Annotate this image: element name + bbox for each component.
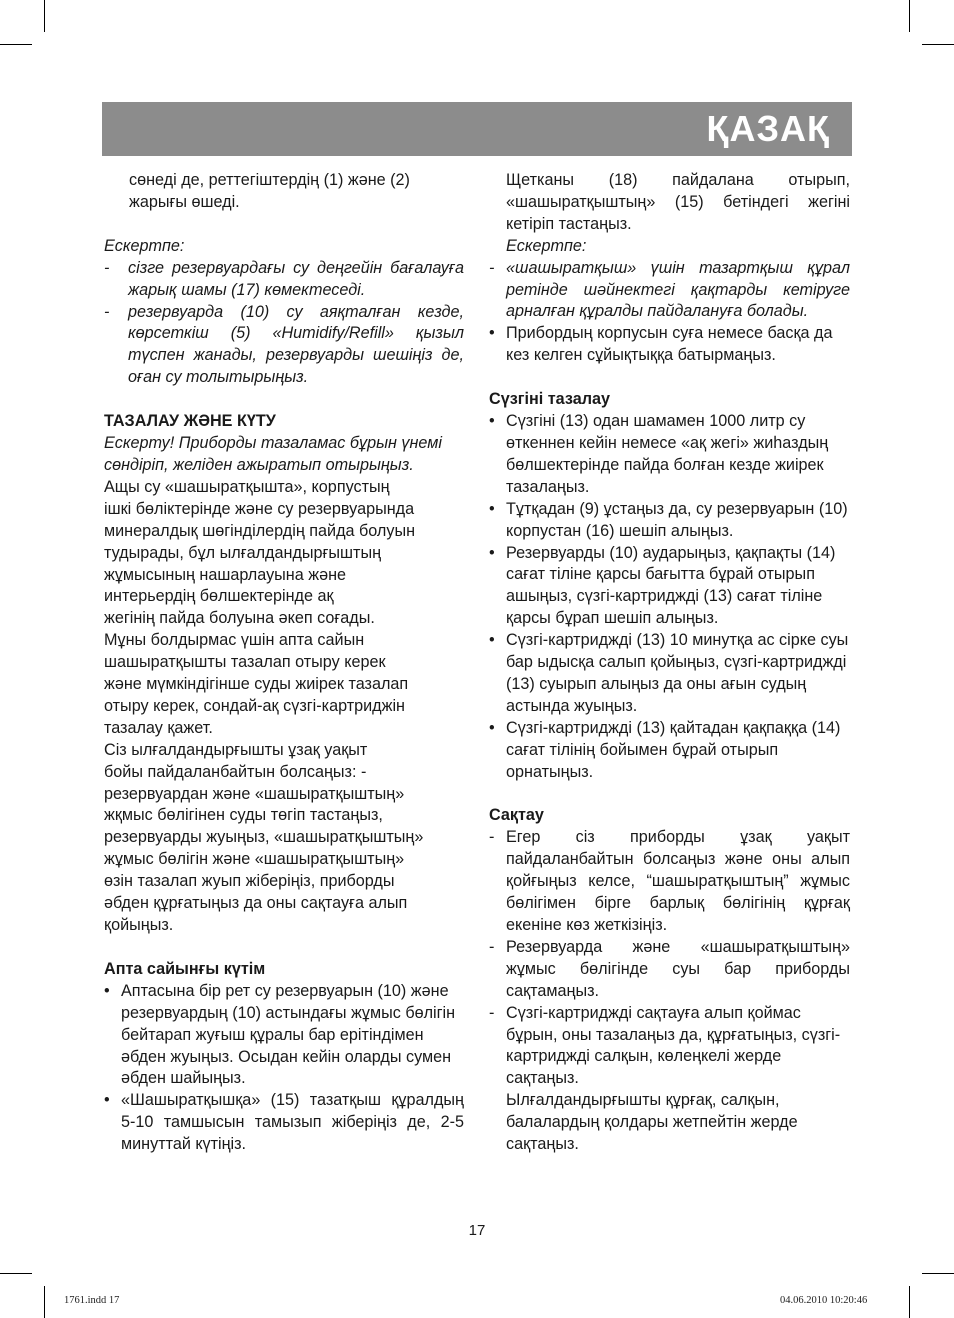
intro-text: Щетканы (18) пайдалана отырып, «шашыратқыштың» (15) бетіндегі жегіні кетіріп тастаңыз. xyxy=(506,171,850,233)
note-label: Ескертпе: xyxy=(104,236,185,255)
note-label: Ескертпе: xyxy=(506,236,587,255)
bullet-marker: • xyxy=(489,324,495,343)
bullet-item: • Сүзгі-картриджді (13) 10 минутқа ас сірке суы бар ыдысқа салып қойыңыз, сүзгі-картриджді (13) суырып алыңыз да оны ағын судың астында жуыңыз. xyxy=(489,631,849,715)
cleaning-body: Ащы су «шашыратқышта», корпустың ішкі бөліктерінде және су резервуарында минералдық шөгінділердің пайда болуын тудырады, бұл ылғалдандырғыштың жұмысының нашарлауына және интерьердің бөлшектерінде ақ жегінің пайда болуына әкеп соғады. Мұны болдырмас үшін апта сайын шашыратқышты тазалап отыру керек және мүмкіндігінше суды жиірек тазалап отыру керек, сондай-ақ сүзгі-картриджін тазалау қажет. Сіз ылғалдандырғышты ұзақ уақыт бойы пайдаланбайтын болсаңыз: - резервуардан және «шашыратқыштың» жқмыс бөлігінен суды төгіп тастаңыз, резервуарды жуыңыз, «шашыратқыштың» жұмыс бөлігін және «шашыратқыштың» өзін тазалап жуып жіберіңіз, приборды әбден құрғатыңыз да оны сақтауға алып қойыңыз. xyxy=(104,477,424,934)
bullet-item: • Прибордың корпусын суға немесе басқа да кез келген сұйықтыққа батырмаңыз. xyxy=(489,324,833,365)
language-title: ҚАЗАҚ xyxy=(706,108,830,149)
section-heading: Сақтау xyxy=(489,806,544,825)
crop-mark xyxy=(922,44,954,45)
crop-mark xyxy=(909,1286,910,1318)
bullet-marker: • xyxy=(104,981,110,1000)
crop-mark xyxy=(0,44,32,45)
cleaning-warning: Ескерту! Приборды тазаламас бұрын үнемі сөндіріп, желіден ажыратып отырыңыз. xyxy=(104,434,442,474)
bullet-item: • Тұтқадан (9) ұстаңыз да, су резервуарын (10) корпустан (16) шешіп алыңыз. xyxy=(489,499,848,540)
dash-marker: - xyxy=(489,258,495,277)
right-column xyxy=(489,170,850,1156)
section-heading: ТАЗАЛАУ ЖӘНЕ КҮТУ xyxy=(104,412,276,431)
bullet-item: • Сүзгіні (13) одан шамамен 1000 литр су өткеннен кейін немесе «ақ жегі» жиһаздың бөлшектерінде пайда болған кезде жиірек тазалаңыз. xyxy=(489,412,829,496)
bullet-item: • Аптасына бір рет су резервуарын (10) және резервуардың (10) астындағы жұмыс бөлігін бейтарап жуғыш құралы бар ерітіндімен әбден жуыңыз. Осыдан кейін оларды сумен әбден шайыңыз. xyxy=(104,981,456,1088)
crop-mark xyxy=(44,1286,45,1318)
file-label: 1761.indd 17 xyxy=(64,1295,120,1306)
bullet-marker: • xyxy=(489,499,495,518)
bullet-marker: • xyxy=(489,631,495,650)
dash-marker: - xyxy=(489,828,495,847)
bullet-item: • Резервуарды (10) аударыңыз, қақпақты (14) сағат тіліне қарсы бағытта бұрай отырып ашыңыз, сүзгі-картриджді (13) сағат тіліне қарсы бұрап шешіп алыңыз. xyxy=(489,543,836,628)
bullet-marker: • xyxy=(489,412,495,431)
note-item: - сізге резервуардағы су деңгейін бағалауға жарық шамы (17) көмектеседі. xyxy=(104,258,464,299)
section-heading: Сүзгіні тазалау xyxy=(489,390,611,409)
note-item: - «шашыратқыш» үшін тазартқыш құрал ретінде шәйнектегі қақтарды кетіруге арналған құралды пайдалануға болады. xyxy=(489,258,850,321)
crop-mark xyxy=(0,1273,32,1274)
dash-item: - Сүзгі-картриджді сақтауға алып қоймас бұрын, оны тазалаңыз да, құрғатыңыз, сүзгі-картриджді салқын, көлеңкелі жерде сақтаңыз. xyxy=(489,1003,841,1088)
dash-item: - Егер сіз приборды ұзақ уақыт пайдаланбайтын болсаңыз және оны алып қойғыңыз келсе, “шашыратқыштың” жұмыс бөлігімен бірге барлық бөлігінің құрғақ екеніне көз жеткізіңіз. xyxy=(489,828,850,934)
bullet-marker: • xyxy=(489,543,495,562)
dash-marker: - xyxy=(104,302,110,321)
dash-marker: - xyxy=(104,258,110,277)
dash-marker: - xyxy=(489,937,495,956)
page-number: 17 xyxy=(468,1222,486,1239)
note-item: - резервуарда (10) су аяқталған кезде, көрсеткіш (5) «Humidify/Refill» қызыл түспен жанады, резервуарды шешіңіз де, оған су толытырыңыз. xyxy=(104,302,464,387)
dash-marker: - xyxy=(489,1003,495,1022)
crop-mark xyxy=(44,0,45,32)
bullet-marker: • xyxy=(489,718,495,737)
language-banner xyxy=(102,102,852,156)
section-heading: Апта сайынғы күтім xyxy=(104,959,266,978)
bullet-marker: • xyxy=(104,1091,110,1110)
intro-text: сөнеді де, реттегіштердің (1) және (2) жарығы өшеді. xyxy=(129,171,410,211)
bullet-item: • Сүзгі-картриджді (13) қайтадан қақпаққа (14) сағат тілінің бойымен бұрай отырып орнатыңыз. xyxy=(489,718,841,781)
timestamp: 04.06.2010 10:20:46 xyxy=(780,1295,868,1306)
crop-mark xyxy=(922,1273,954,1274)
dash-item: - Резервуарда және «шашыратқыштың» жұмыс бөлігінде суы бар приборды сақтамаңыз. xyxy=(489,937,850,1000)
bullet-item: • «Шашыратқышқа» (15) тазатқыш құралдың 5-10 тамшысын тамызып жіберіңіз де, 2-5 минуттай күтіңіз. xyxy=(104,1091,464,1154)
storage-final: Ылғалдандырғышты құрғақ, салқын, балалардың қолдары жетпейтін жерде сақтаңыз. xyxy=(506,1091,798,1154)
left-column xyxy=(104,170,464,1156)
crop-mark xyxy=(909,0,910,32)
